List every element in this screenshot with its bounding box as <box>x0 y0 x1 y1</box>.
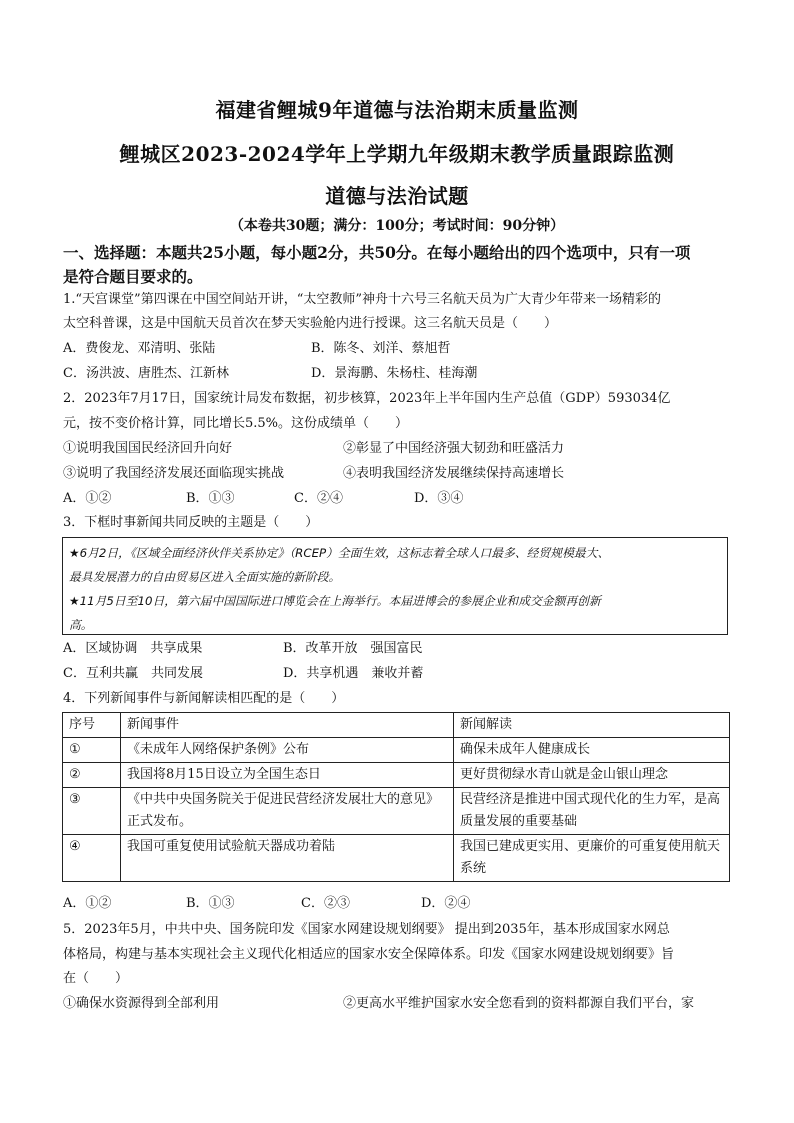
row-event: 我国可重复使用试验航天器成功着陆 <box>121 835 454 882</box>
q1-option-c: C．汤洪波、唐胜杰、江新林 <box>63 366 229 381</box>
q2-statement-4: ④表明我国经济发展继续保持高速增长 <box>343 466 565 481</box>
header-num: 序号 <box>63 713 121 738</box>
exam-title-subject: 道德与法治试题 <box>325 184 469 208</box>
q5-stem-line2: 体格局，构建与基本实现社会主义现代化相适应的国家水安全保障体系。印发《国家水网建设规划纲要》旨 <box>63 947 675 962</box>
row-reading: 确保未成年人健康成长 <box>454 738 730 763</box>
q3-news-line2: 最具发展潜力的自由贸易区进入全面实施的新阶段。 <box>69 570 341 584</box>
q3-news-line1: ★6月2日，《区域全面经济伙伴关系协定》（RCEP）全面生效，这标志着全球人口最多、经贸规模最大、 <box>69 546 610 560</box>
q2-statement-2: ②彰显了中国经济强大韧劲和旺盛活力 <box>343 441 565 456</box>
row-num: ③ <box>63 788 121 835</box>
exam-title-main: 鲤城区2023-2024学年上学期九年级期末教学质量跟踪监测 <box>119 142 675 166</box>
table-row <box>63 835 730 882</box>
q5-statement-1: ①确保水资源得到全部利用 <box>63 996 220 1011</box>
row-event: 我国将8月15日设立为全国生态日 <box>121 763 454 788</box>
q3-news-box <box>62 537 728 635</box>
q1-option-a: A．费俊龙、邓清明、张陆 <box>63 341 216 356</box>
table-row <box>63 788 730 835</box>
q1-option-d: D．景海鹏、朱杨柱、桂海潮 <box>311 366 478 381</box>
q2-statement-3: ③说明了我国经济发展还面临现实挑战 <box>63 466 285 481</box>
row-event: 《中共中央国务院关于促进民营经济发展壮大的意见》正式发布。 <box>121 788 454 835</box>
q2-option-c: C．②④ <box>294 491 343 506</box>
q2-option-b: B．①③ <box>186 491 235 506</box>
section-heading-line2: 是符合题目要求的。 <box>63 267 203 286</box>
exam-title-region: 福建省鲤城9年道德与法治期末质量监测 <box>215 98 579 122</box>
section-heading-line1: 一、选择题：本题共25小题，每小题2分，共50分。在每小题给出的四个选项中，只有一项 <box>63 243 691 262</box>
header-event: 新闻事件 <box>121 713 454 738</box>
table-row <box>63 738 730 763</box>
row-reading: 我国已建成更实用、更廉价的可重复使用航天系统 <box>454 835 730 882</box>
table-header-row <box>63 713 730 738</box>
q3-news-line4: 高。 <box>69 618 93 632</box>
q3-option-a: A．区域协调 共享成果 <box>63 641 203 656</box>
row-num: ④ <box>63 835 121 882</box>
q5-statement-2: ②更高水平维护国家水安全您看到的资料都源自我们平台，家 <box>343 996 695 1011</box>
q3-option-b: B．改革开放 强国富民 <box>283 641 423 656</box>
q3-option-c: C．互利共赢 共同发展 <box>63 666 203 681</box>
q5-stem-line1: 5．2023年5月，中共中央、国务院印发《国家水网建设规划纲要》 提出到2035年，基本形成国家水网总 <box>63 922 670 937</box>
row-reading: 更好贯彻绿水青山就是金山银山理念 <box>454 763 730 788</box>
q4-option-c: C．②③ <box>301 896 350 911</box>
q1-option-b: B．陈冬、刘洋、蔡旭哲 <box>311 341 451 356</box>
q3-news-line3: ★11月5日至10日，第六届中国国际进口博览会在上海举行。本届进博会的参展企业和成交金额再创新 <box>69 594 601 608</box>
row-num: ② <box>63 763 121 788</box>
q1-stem-line1: 1.“天宫课堂”第四课在中国空间站开讲，“太空教师”神舟十六号三名航天员为广大青少年带来一场精彩的 <box>63 292 661 307</box>
q2-option-d: D．③④ <box>414 491 464 506</box>
exam-note: （本卷共30题；满分：100分；考试时间：90分钟） <box>229 218 565 234</box>
header-reading: 新闻解读 <box>454 713 730 738</box>
q1-stem-line2: 太空科普课，这是中国航天员首次在梦天实验舱内进行授课。这三名航天员是（ ） <box>63 316 558 331</box>
q4-stem: 4．下列新闻事件与新闻解读相匹配的是（ ） <box>63 691 345 706</box>
q2-statement-1: ①说明我国国民经济回升向好 <box>63 441 233 456</box>
q2-option-a: A．①② <box>63 491 112 506</box>
row-event: 《未成年人网络保护条例》公布 <box>121 738 454 763</box>
q2-stem-line2: 元，按不变价格计算，同比增长5.5%。这份成绩单（ ） <box>63 416 409 431</box>
table-row <box>63 763 730 788</box>
q3-stem: 3．下框时事新闻共同反映的主题是（ ） <box>63 515 319 530</box>
q4-option-a: A．①② <box>63 896 112 911</box>
row-reading: 民营经济是推进中国式现代化的生力军，是高质量发展的重要基础 <box>454 788 730 835</box>
q3-option-d: D．共享机遇 兼收并蓄 <box>283 666 424 681</box>
row-num: ① <box>63 738 121 763</box>
q4-news-table <box>62 712 730 882</box>
q2-stem-line1: 2．2023年7月17日，国家统计局发布数据，初步核算，2023年上半年国内生产总值（GDP）593034亿 <box>63 391 671 406</box>
q4-option-d: D．②④ <box>421 896 471 911</box>
q5-stem-line3: 在（ ） <box>63 971 129 986</box>
q4-option-b: B．①③ <box>186 896 235 911</box>
